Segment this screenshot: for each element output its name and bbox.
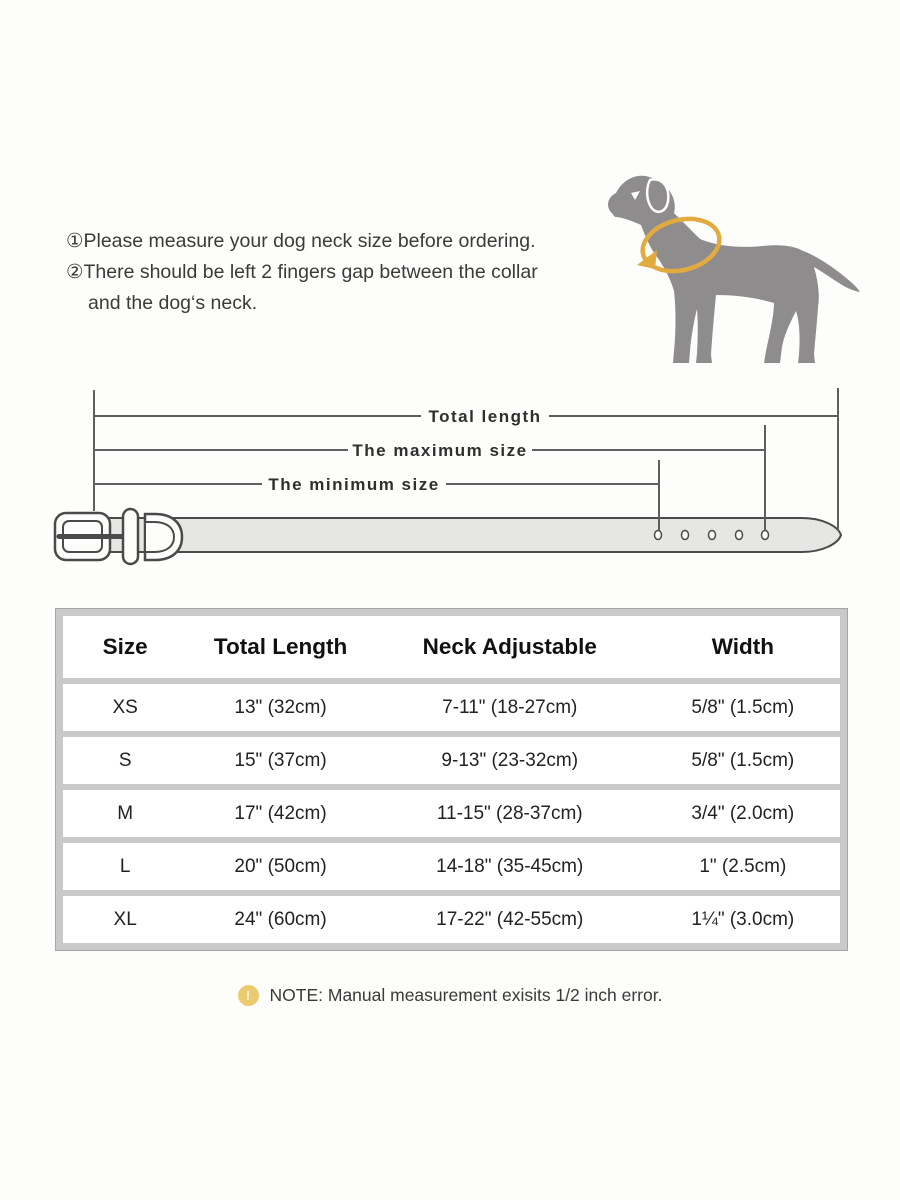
collar-diagram (50, 385, 860, 580)
total-length-label: Total length (428, 407, 542, 426)
size-table-header-row (63, 616, 840, 678)
instruction-1: ①Please measure your dog neck size before ordering. (66, 230, 536, 252)
cell-size: L (119, 855, 131, 877)
collar-diagram-svg (50, 385, 860, 580)
header-neck-adjustable: Neck Adjustable (422, 634, 597, 659)
exclamation-icon: ! (238, 985, 259, 1006)
cell-neck-adjustable: 11-15" (28-37cm) (436, 802, 583, 824)
collar-d-ring-icon (145, 514, 182, 560)
cell-total-length: 15" (37cm) (234, 749, 327, 771)
table-row-m (63, 790, 840, 837)
cell-width: 1¼" (3.0cm) (691, 908, 795, 930)
measuring-instructions (66, 226, 552, 319)
cell-width: 5/8" (1.5cm) (691, 696, 795, 718)
cell-neck-adjustable: 17-22" (42-55cm) (436, 908, 584, 930)
cell-width: 3/4" (2.0cm) (691, 802, 795, 824)
cell-width: 5/8" (1.5cm) (691, 749, 795, 771)
cell-size: XL (113, 908, 137, 930)
maximum-size-label: The maximum size (352, 441, 528, 460)
measurement-note (0, 985, 900, 1006)
cell-neck-adjustable: 7-11" (18-27cm) (442, 696, 578, 718)
cell-total-length: 17" (42cm) (234, 802, 327, 824)
instruction-2: ②There should be left 2 fingers gap between the collar and the dog‘s neck. (66, 261, 538, 314)
cell-width: 1" (2.5cm) (699, 855, 787, 877)
collar-strap (68, 518, 841, 552)
collar-keeper-loop (123, 509, 138, 564)
cell-size: S (118, 749, 132, 771)
table-row-xl (63, 896, 840, 943)
cell-total-length: 24" (60cm) (234, 908, 327, 930)
note-text: NOTE: Manual measurement exisits 1/2 inch error. (269, 985, 663, 1005)
cell-total-length: 20" (50cm) (234, 855, 327, 877)
cell-neck-adjustable: 9-13" (23-32cm) (441, 749, 579, 771)
dog-silhouette-icon (593, 163, 865, 375)
header-size: Size (102, 634, 148, 659)
cell-neck-adjustable: 14-18" (35-45cm) (436, 855, 584, 877)
size-table (55, 608, 848, 951)
header-width: Width (711, 634, 774, 659)
dog-body (608, 176, 860, 363)
table-row-l (63, 843, 840, 890)
minimum-size-label: The minimum size (268, 475, 440, 494)
cell-total-length: 13" (32cm) (234, 696, 327, 718)
cell-size: XS (112, 696, 138, 718)
header-total-length: Total Length (213, 634, 348, 659)
measure-arrowhead-icon (637, 250, 657, 269)
dog-illustration (593, 163, 865, 375)
table-row-xs (63, 684, 840, 731)
table-row-s (63, 737, 840, 784)
cell-size: M (117, 802, 134, 824)
